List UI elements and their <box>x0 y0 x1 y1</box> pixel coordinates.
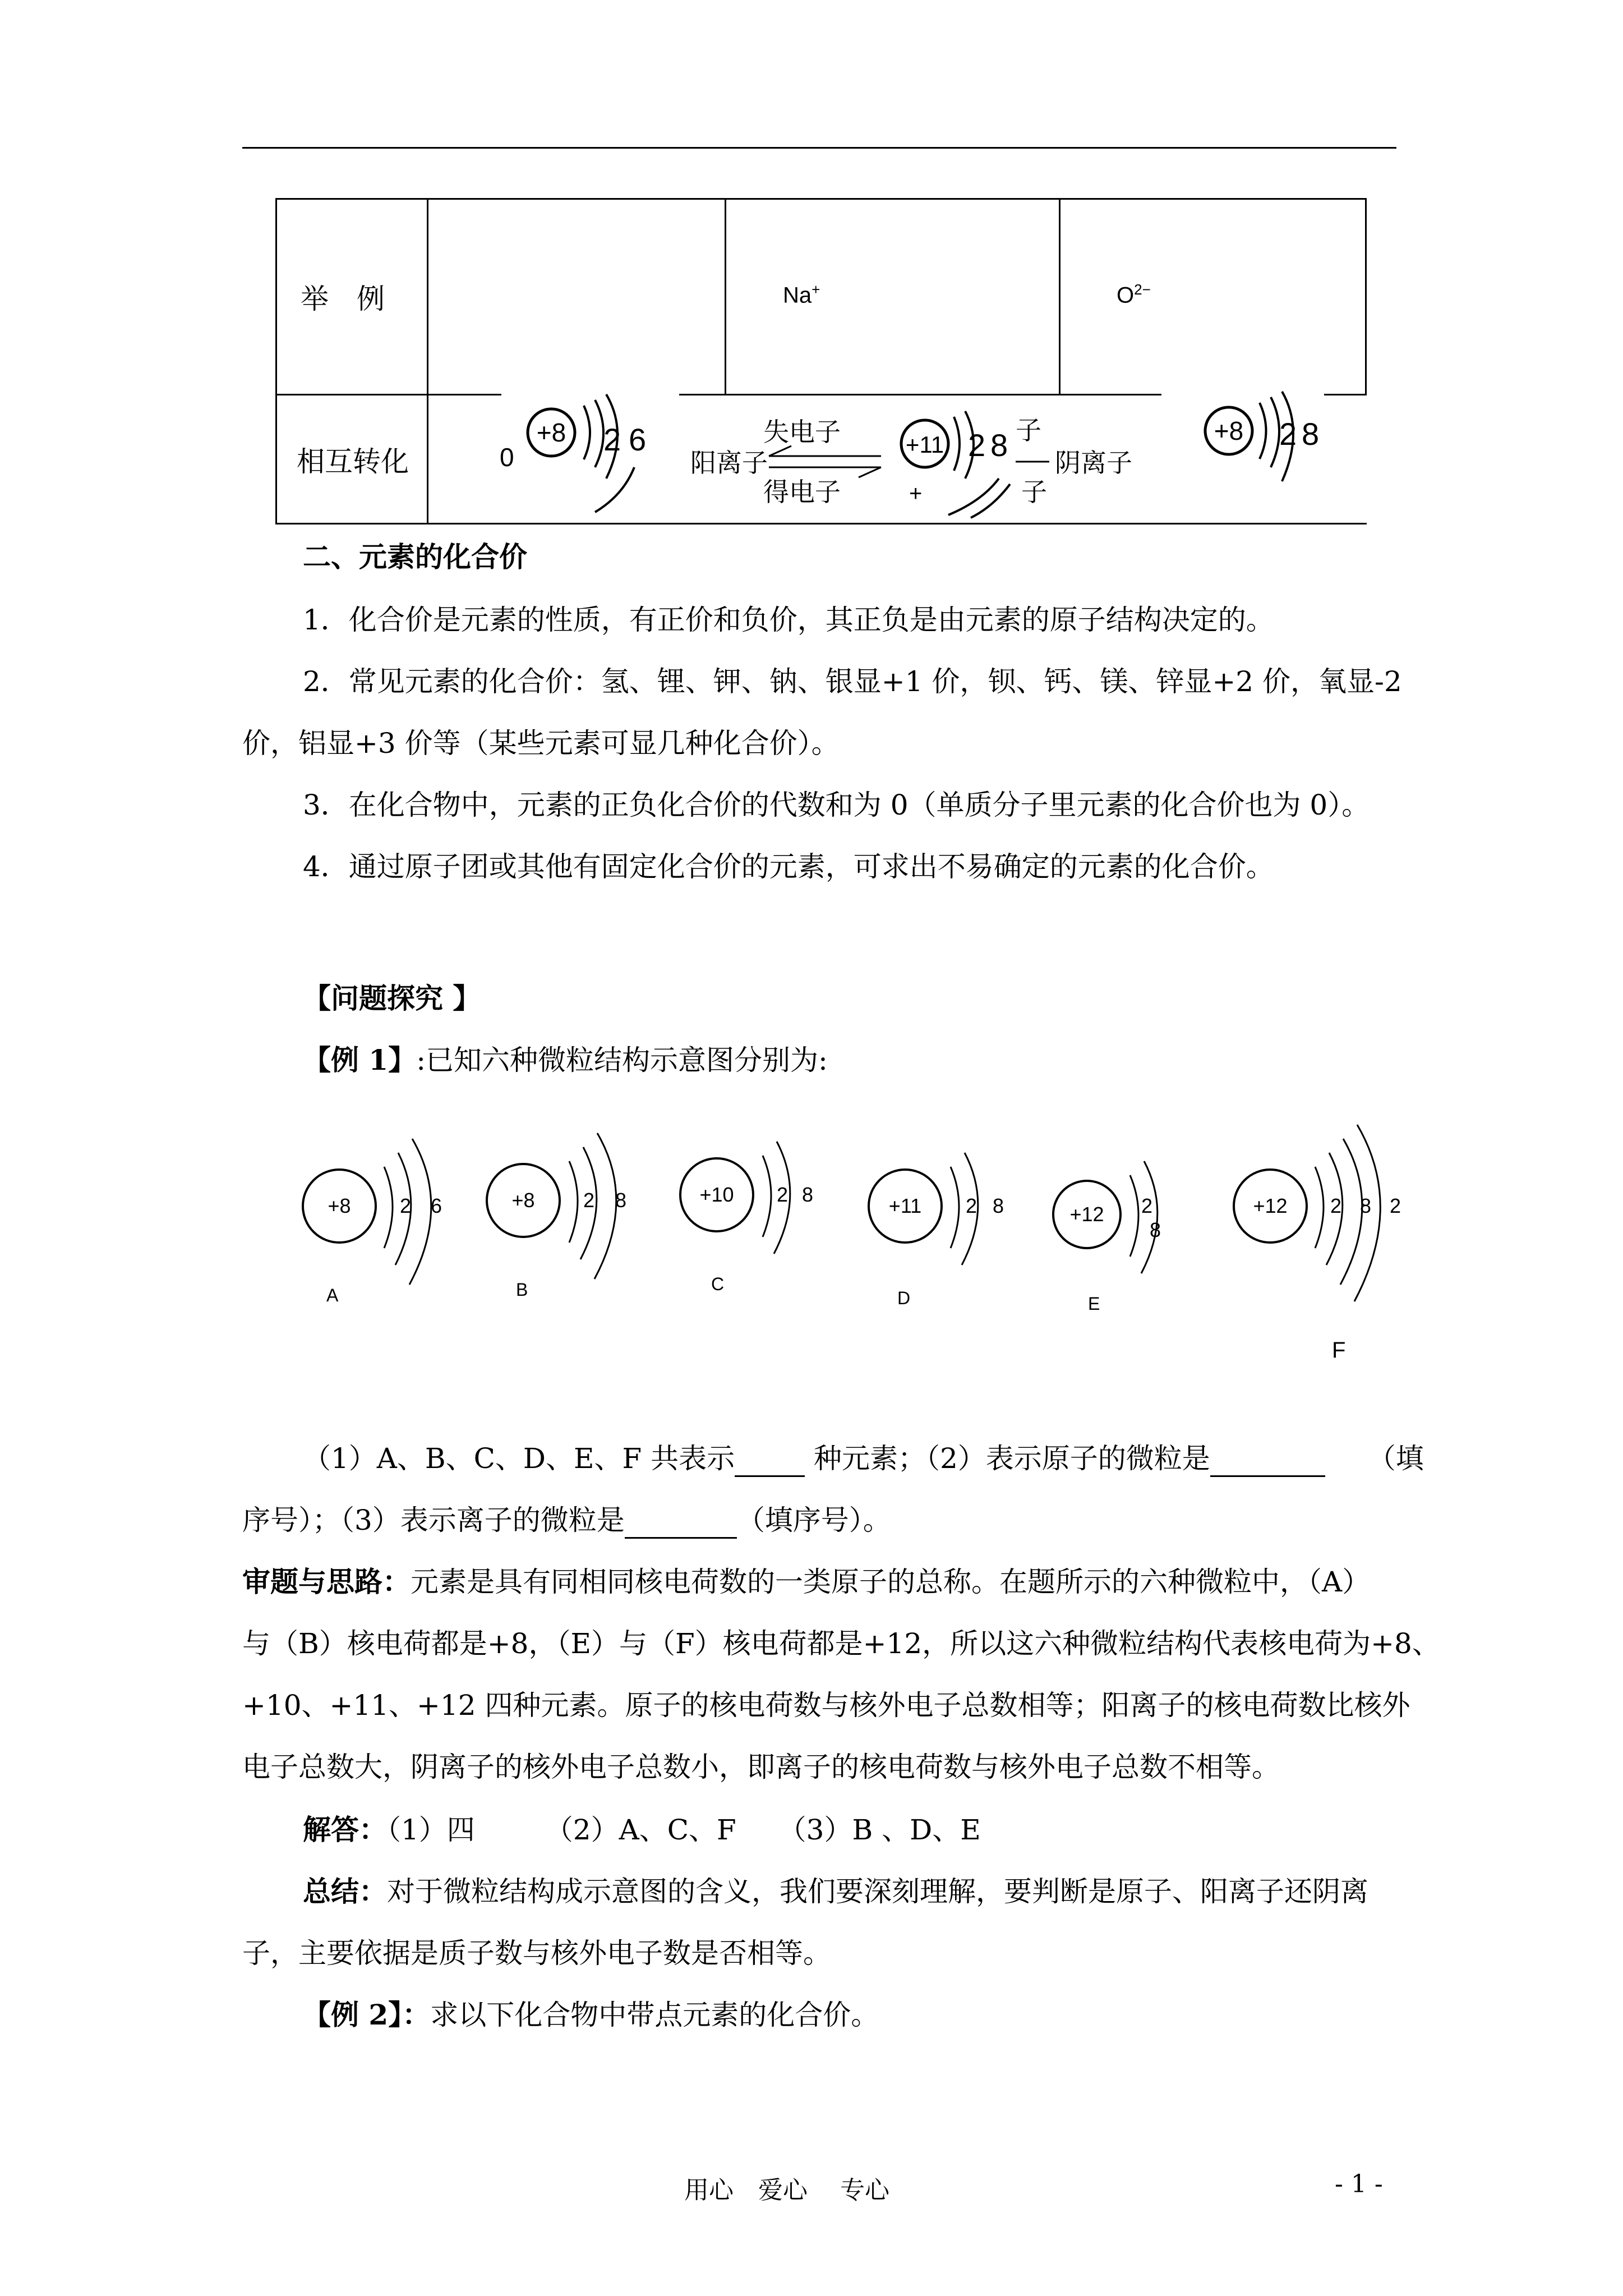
question-part-2: 种元素；（2）表示原子的微粒是 <box>814 1442 1210 1475</box>
summary-line2: 子，主要依据是质子数与核外电子数是否相等。 <box>242 1937 831 1970</box>
particle-c-shell-1: 2 <box>777 1183 789 1206</box>
particle-c-label: C <box>711 1274 725 1294</box>
blank-ion-particles <box>625 1503 737 1539</box>
particle-d-shell-2: 8 <box>993 1194 1004 1217</box>
left-zero-label: 0 <box>500 443 514 472</box>
particle-e-label: E <box>1088 1294 1100 1314</box>
question-line2-a: 序号）；（3）表示离子的微粒是 <box>242 1504 625 1536</box>
section-title-explore: 【问题探究 】 <box>303 982 481 1015</box>
example-1-question-line1 <box>303 1442 1424 1477</box>
example-2-heading <box>303 1998 879 2032</box>
particle-a-label: A <box>326 1285 339 1305</box>
mid-plus: + <box>909 481 923 506</box>
particle-e <box>1053 1161 1161 1314</box>
example-2-label: 【例 2】： <box>303 1998 431 2031</box>
row-label-conversion: 相互转化 <box>297 445 409 478</box>
example-1-text: :已知六种微粒结构示意图分别为: <box>416 1044 828 1076</box>
conversion-diagram <box>444 383 1352 523</box>
particle-c-shell-2: 8 <box>802 1183 814 1206</box>
example-o-ion: $O^{2-}$ <box>1117 281 1151 308</box>
right-charge: +8 <box>1214 416 1244 445</box>
analysis-label: 审题与思路： <box>242 1565 411 1598</box>
example-1-label: 【例 1】 <box>303 1043 417 1076</box>
particle-f <box>1234 1125 1401 1363</box>
particle-a-shell-2: 6 <box>431 1194 442 1217</box>
valence-point-2-line2: 价，铝显+3 价等（某些元素可显几种化合价）。 <box>242 727 840 760</box>
valence-point-3: 3．在化合物中，元素的正负化合价的代数和为 0（单质分子里元素的化合价也为 0）。 <box>303 789 1370 821</box>
answer-text: （1）四 （2）A、C、F （3）B 、D、E <box>387 1814 981 1846</box>
particle-e-shell-2: 8 <box>1150 1218 1161 1241</box>
right-shell-1: 2 <box>1279 416 1297 452</box>
particle-d-shell-1: 2 <box>966 1194 978 1217</box>
answer-label: 解答： <box>303 1813 387 1846</box>
summary-label: 总结： <box>303 1875 387 1908</box>
anion-label: 阴离子 <box>1055 448 1132 477</box>
particle-a-shell-1: 2 <box>400 1194 412 1217</box>
particle-a-charge: +8 <box>328 1194 351 1217</box>
mid-bottom-zi: 子 <box>1021 477 1047 507</box>
left-shell-1: 2 <box>603 422 621 457</box>
example-2-text: 求以下化合物中带点元素的化合价。 <box>430 1999 879 2031</box>
analysis-line4: 电子总数大，阴离子的核外电子总数小，即离子的核电荷数与核外电子总数不相等。 <box>242 1751 1280 1783</box>
right-shell-2: 8 <box>1302 416 1320 452</box>
blank-atom-particles <box>1210 1442 1325 1477</box>
question-line2-b: （填序号）。 <box>736 1504 891 1536</box>
blank-element-count <box>735 1442 805 1477</box>
example-na-ion: Na+ <box>783 281 820 308</box>
mid-shell-1: 2 <box>968 427 986 463</box>
particle-b-label: B <box>516 1280 528 1300</box>
summary-line1: 总结：对于微粒结构成示意图的含义，我们要深刻理解，要判断是原子、阳离子还阴离 <box>303 1875 1368 1908</box>
page-number: - 1 - <box>1335 2170 1383 2198</box>
particle-b-shell-2: 8 <box>615 1189 627 1212</box>
valence-point-4: 4．通过原子团或其他有固定化合价的元素，可求出不易确定的元素的化合价。 <box>303 850 1274 883</box>
mid-shell-2: 8 <box>990 427 1008 463</box>
arrow-bottom-label: 得电子 <box>763 477 841 507</box>
particle-f-charge: +12 <box>1253 1194 1288 1217</box>
particle-c-charge: +10 <box>699 1183 734 1206</box>
question-part-3: （填 <box>1367 1442 1424 1475</box>
particle-a <box>303 1139 442 1305</box>
footer-slogan: 用心 爱心 专心 <box>684 2176 889 2205</box>
particle-f-shell-3: 2 <box>1390 1194 1401 1217</box>
analysis-line1: 审题与思路：元素是具有同相同核电荷数的一类原子的总称。在题所示的六种微粒中，（A） <box>242 1565 1371 1598</box>
header-rule <box>242 147 1396 149</box>
particle-d-charge: +11 <box>888 1194 922 1217</box>
particle-diagrams <box>280 1122 1413 1374</box>
particle-c <box>680 1142 813 1294</box>
left-shell-2: 6 <box>629 422 647 457</box>
particle-d-label: D <box>897 1288 911 1308</box>
particle-b-charge: +8 <box>511 1189 535 1212</box>
particle-e-shell-1: 2 <box>1141 1194 1153 1217</box>
analysis-line3: +10、+11、+12 四种元素。原子的核电荷数与核外电子总数相等；阳离子的核电荷数比核外 <box>242 1689 1410 1722</box>
particle-f-shell-1: 2 <box>1330 1194 1342 1217</box>
valence-point-1: 1．化合价是元素的性质，有正价和负价，其正负是由元素的原子结构决定的。 <box>303 604 1274 636</box>
particle-f-label: F <box>1332 1338 1346 1363</box>
particle-b <box>487 1133 626 1300</box>
particle-f-shell-2: 8 <box>1360 1194 1372 1217</box>
particle-b-shell-1: 2 <box>583 1189 595 1212</box>
left-charge: +8 <box>536 418 566 447</box>
arrow-top-label: 失电子 <box>763 417 841 447</box>
particle-d <box>869 1153 1004 1308</box>
answer-line <box>303 1813 981 1847</box>
cation-label: 阳离子 <box>690 448 768 477</box>
section-title-valence: 二、元素的化合价 <box>303 540 527 573</box>
mid-top-zi: 子 <box>1016 416 1041 445</box>
valence-point-2-line1: 2．常见元素的化合价：氢、锂、钾、钠、银显+1 价，钡、钙、镁、锌显+2 价，氧显-2 <box>303 665 1402 698</box>
example-1-heading <box>303 1043 828 1077</box>
row-label-examples: 举 例 <box>301 283 385 315</box>
question-part-1: （1）A、B、C、D、E、F 共表示 <box>303 1442 735 1475</box>
ion-table <box>275 198 1367 524</box>
example-1-question-line2 <box>242 1503 891 1539</box>
particle-e-charge: +12 <box>1069 1203 1104 1226</box>
analysis-line2: 与（B）核电荷都是+8，（E）与（F）核电荷都是+12，所以这六种微粒结构代表核电荷为+8、 <box>242 1627 1440 1660</box>
mid-charge: +11 <box>905 431 944 458</box>
